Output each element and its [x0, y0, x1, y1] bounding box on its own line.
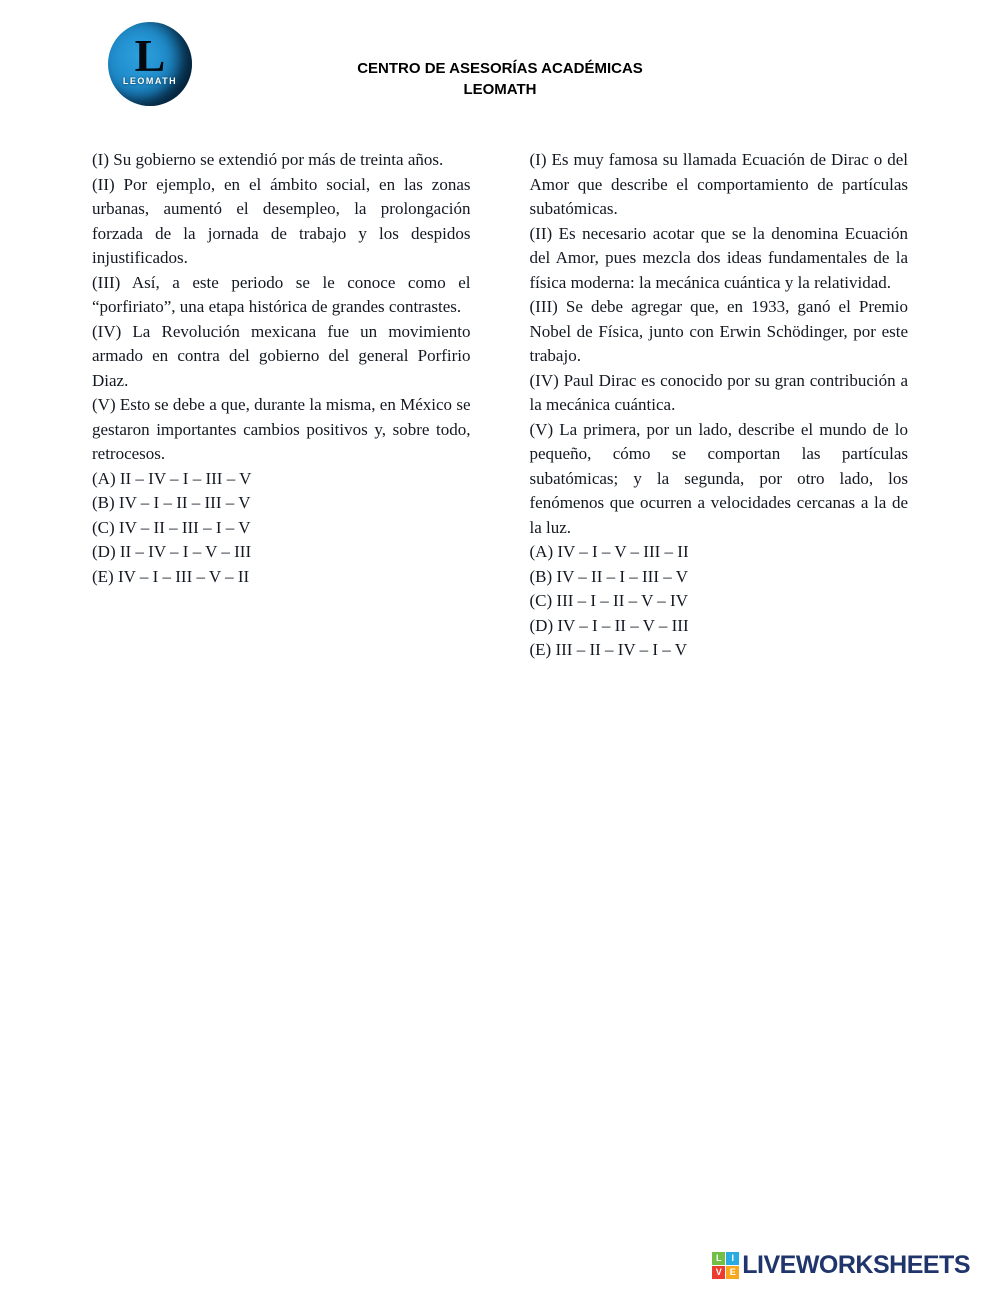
option-line: (E) IV – I – III – V – II: [92, 566, 250, 586]
option-line: (D) IV – I – II – V – III: [529, 615, 689, 635]
icon-tile-i: I: [726, 1252, 739, 1265]
option-line: (C) IV – II – III – I – V: [92, 517, 251, 537]
option-line: (A) II – IV – I – III – V: [92, 468, 252, 488]
option-line: (D) II – IV – I – V – III: [92, 542, 252, 561]
icon-tile-e: E: [726, 1266, 739, 1279]
header-title: [0, 58, 1000, 100]
option-line: (B) IV – II – I – III – V: [529, 566, 688, 586]
option-line: (B) IV – I – II – III – V: [92, 493, 251, 512]
icon-tile-l: L: [712, 1252, 725, 1265]
header-title-line2: LEOMATH: [463, 81, 537, 98]
option-line: (E) III – II – IV – I – V: [529, 640, 688, 659]
statement: (I) Es muy famosa su llamada Ecuación de Dirac o del Amor que describe el comportamiento de partículas subatómicas.: [529, 150, 908, 218]
logo-letter: L: [134, 30, 166, 81]
statement: (IV) Paul Dirac es conocido por su gran contribución a la mecánica cuántica.: [529, 370, 908, 414]
statement: (V) Esto se debe a que, durante la misma, en México se gestaron importantes cambios positivos y, sobre todo, retrocesos.: [92, 395, 471, 463]
statement: (II) Por ejemplo, en el ámbito social, en las zonas urbanas, aumentó el desempleo, la prolongación forzada de la jornada de trabajo y los despidos injustificados.: [92, 174, 471, 267]
statement: (I) Su gobierno se extendió por más de treinta años.: [92, 150, 444, 169]
liveworksheets-icon[interactable]: [712, 1252, 739, 1279]
statement: (II) Es necesario acotar que se la denomina Ecuación del Amor, pues mezcla dos ideas fundamentales de la física moderna: la mecánica cuántica y la relatividad.: [529, 223, 908, 292]
liveworksheets-watermark[interactable]: [712, 1251, 970, 1280]
option-line: (A) IV – I – V – III – II: [529, 542, 689, 561]
option-line: (C) III – I – II – V – IV: [529, 591, 688, 610]
header-title-line1: CENTRO DE ASESORÍAS ACADÉMICAS: [357, 60, 643, 77]
statement: (III) Se debe agregar que, en 1933, ganó el Premio Nobel de Física, junto con Erwin Schödinger, por este trabajo.: [529, 297, 908, 365]
statement: (IV) La Revolución mexicana fue un movimiento armado en contra del gobierno del general Porfirio Diaz.: [92, 321, 471, 390]
exercise-right: [530, 148, 909, 663]
liveworksheets-logo-text[interactable]: LIVEWORKSHEETS: [742, 1251, 970, 1279]
statement: (III) Así, a este periodo se le conoce como el “porfiriato”, una etapa histórica de grandes contrastes.: [92, 272, 471, 316]
statement: (V) La primera, por un lado, describe el mundo de lo pequeño, cómo se comportan las partículas subatómicas; y la segunda, por otro lado, los fenómenos que ocurren a velocidades cercanas a la de la luz.: [529, 419, 908, 537]
icon-tile-v: V: [712, 1266, 725, 1279]
content: [92, 148, 908, 663]
exercise-left: [92, 148, 471, 663]
logo-caption: LEOMATH: [122, 76, 178, 86]
